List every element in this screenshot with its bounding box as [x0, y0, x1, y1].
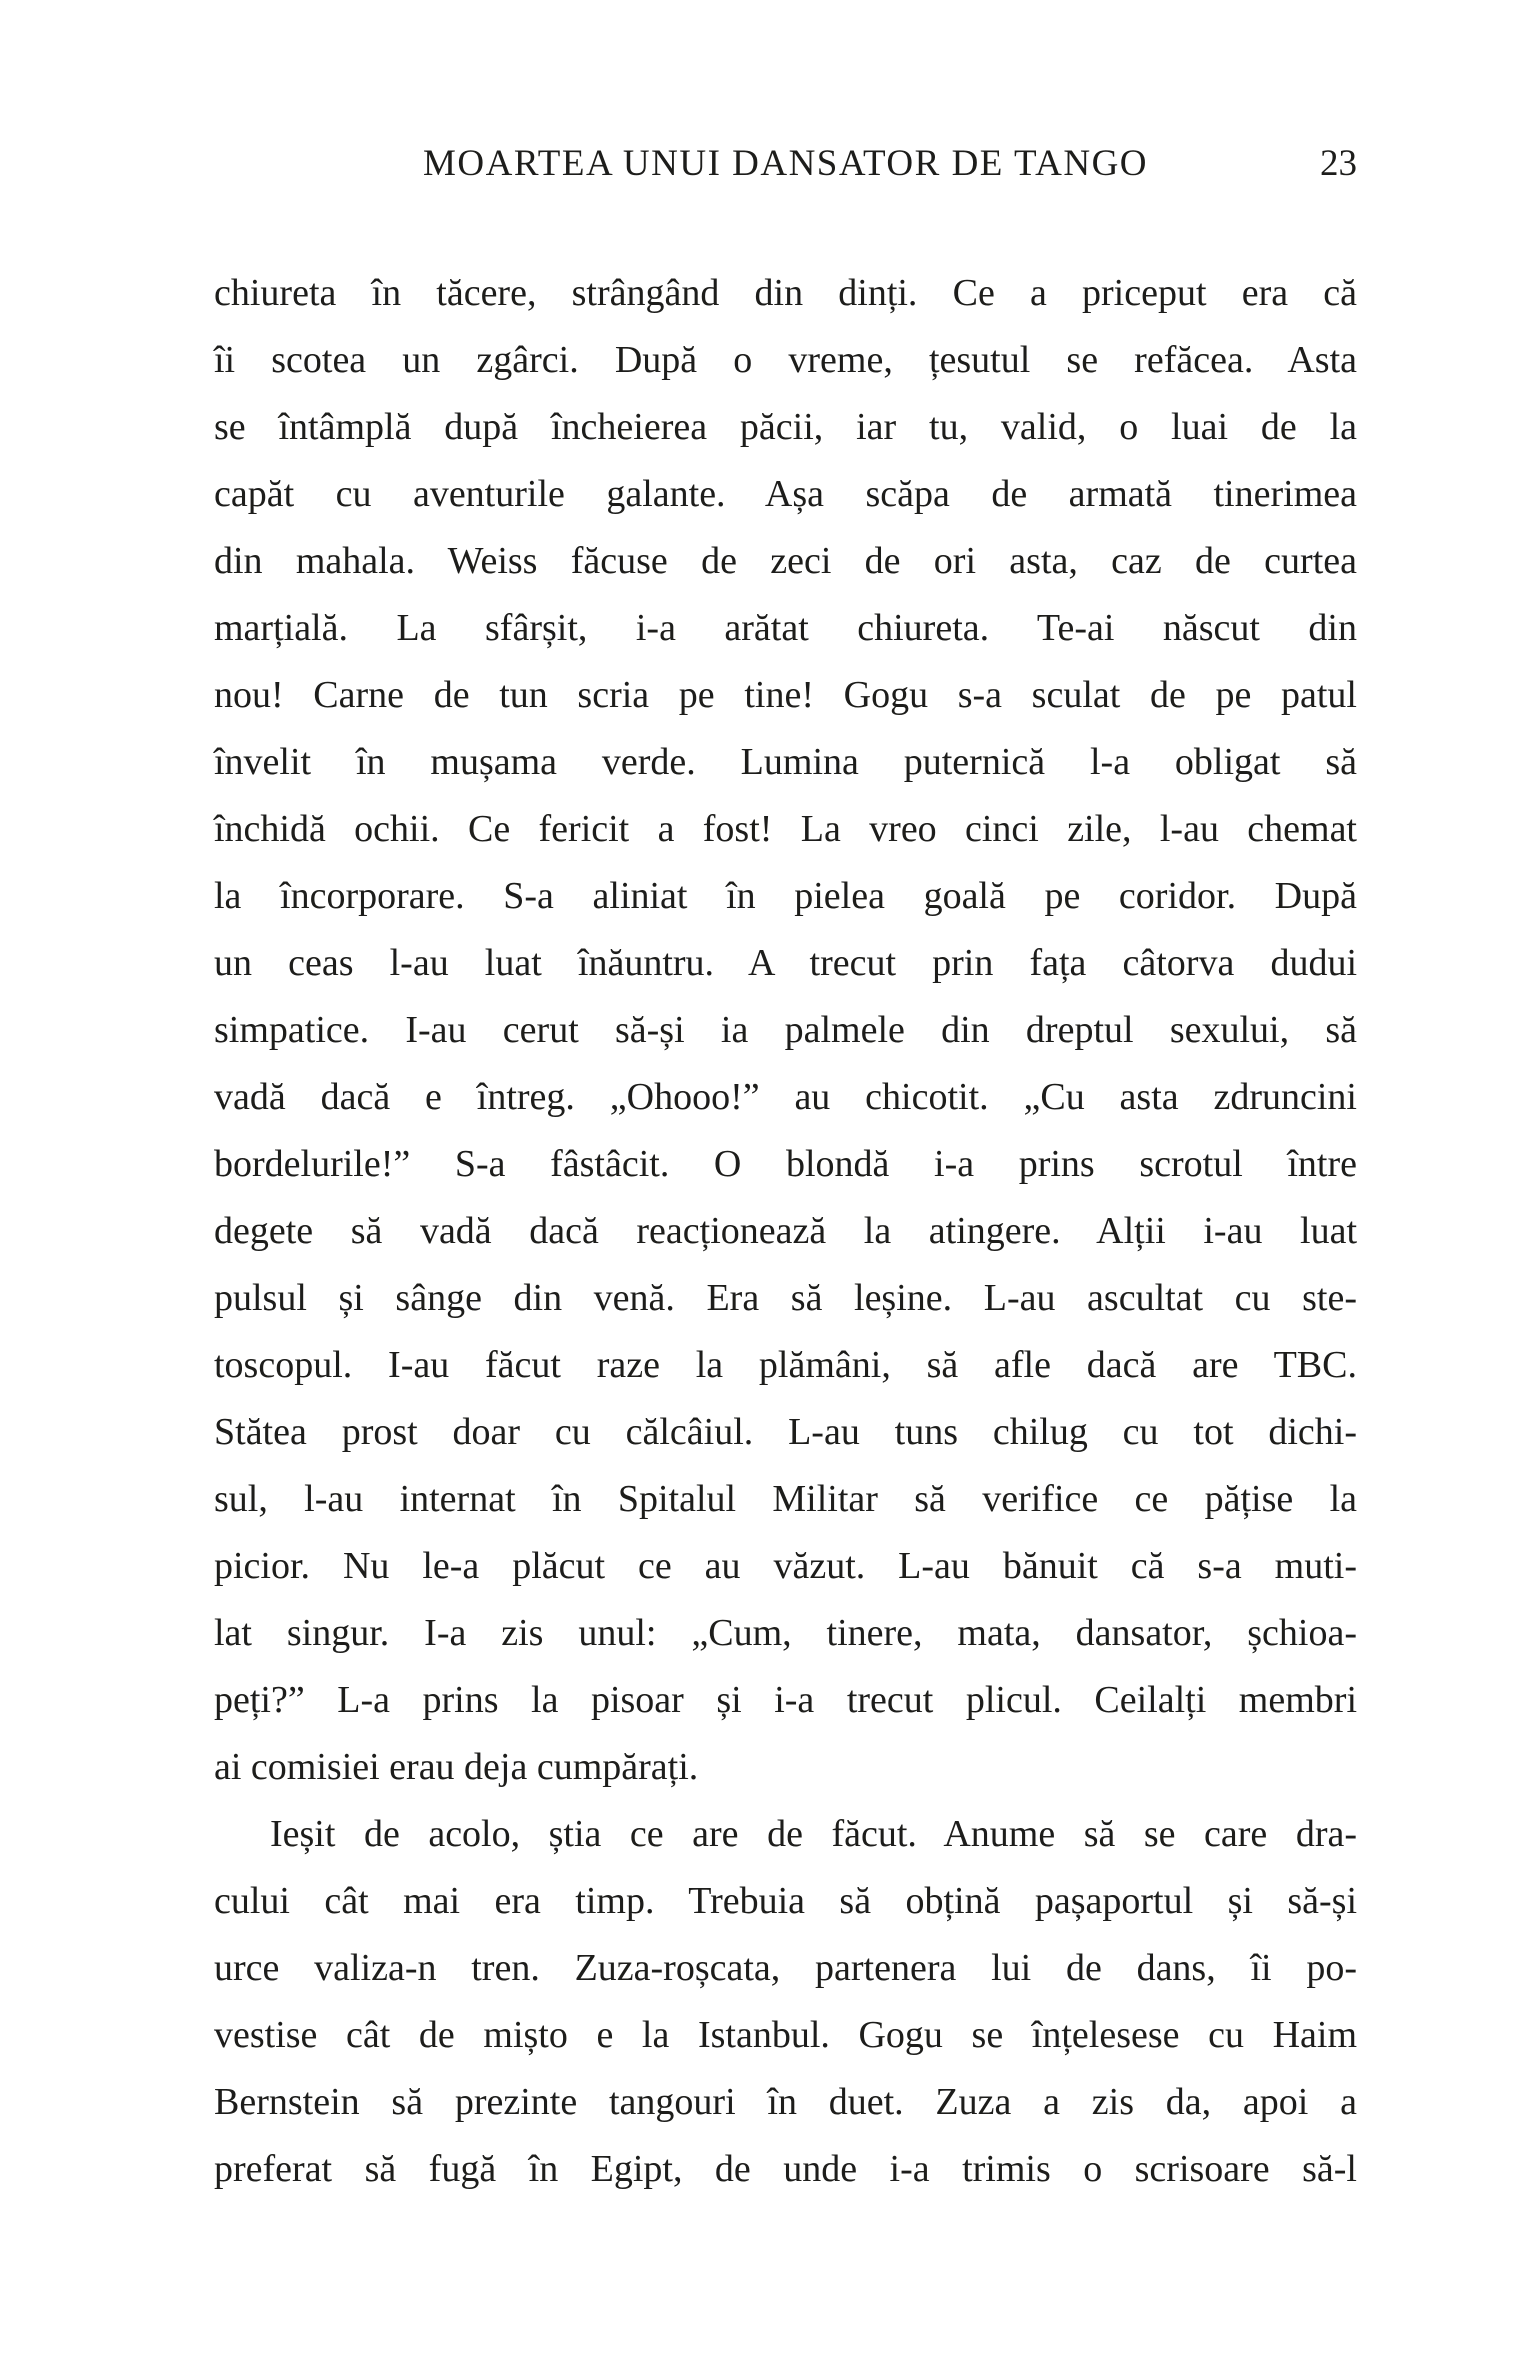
text-line: simpatice. I-au cerut să-și ia palmele din dreptul sexului, să	[214, 1009, 1357, 1051]
text-line: toscopul. I-au făcut raze la plămâni, să afle dacă are TBC.	[214, 1344, 1357, 1386]
text-line: preferat să fugă în Egipt, de unde i-a trimis o scrisoare să-l	[214, 2148, 1357, 2190]
text-line: peți?” L-a prins la pisoar și i-a trecut plicul. Ceilalți membri	[214, 1679, 1357, 1721]
paragraph	[214, 1801, 1357, 2203]
text-line: nou! Carne de tun scria pe tine! Gogu s-a sculat de pe patul	[214, 674, 1357, 716]
text-line: bordelurile!” S-a fâstâcit. O blondă i-a prins scrotul între	[214, 1143, 1357, 1185]
page-number: 23	[1320, 143, 1357, 184]
text-line: Stătea prost doar cu călcâiul. L-au tuns chilug cu tot dichi-	[214, 1411, 1357, 1453]
text-line: capăt cu aventurile galante. Așa scăpa de armată tinerimea	[214, 473, 1357, 515]
text-line: lat singur. I-a zis unul: „Cum, tinere, mata, dansator, șchioa-	[214, 1612, 1357, 1654]
text-line: cului cât mai era timp. Trebuia să obțină pașaportul și să-și	[214, 1880, 1357, 1922]
text-line: vestise cât de mișto e la Istanbul. Gogu se înțelesese cu Haim	[214, 2014, 1357, 2056]
text-line: urce valiza-n tren. Zuza-roșcata, partenera lui de dans, îi po-	[214, 1947, 1357, 1989]
text-line: închidă ochii. Ce fericit a fost! La vreo cinci zile, l-au chemat	[214, 808, 1357, 850]
text-line: Ieșit de acolo, știa ce are de făcut. Anume să se care dra-	[270, 1813, 1357, 1855]
text-line: învelit în mușama verde. Lumina puternică l-a obligat să	[214, 741, 1357, 783]
text-line: picior. Nu le-a plăcut ce au văzut. L-au bănuit că s-a muti-	[214, 1545, 1357, 1587]
text-line: chiureta în tăcere, strângând din dinți. Ce a priceput era că	[214, 272, 1357, 314]
text-line: vadă dacă e întreg. „Ohooo!” au chicotit. „Cu asta zdruncini	[214, 1076, 1357, 1118]
text-line: îi scotea un zgârci. După o vreme, țesutul se refăcea. Asta	[214, 339, 1357, 381]
text-line: sul, l-au internat în Spitalul Militar să verifice ce pățise la	[214, 1478, 1357, 1520]
text-line: pulsul și sânge din venă. Era să leșine. L-au ascultat cu ste-	[214, 1277, 1357, 1319]
text-line: degete să vadă dacă reacționează la atingere. Alții i-au luat	[214, 1210, 1357, 1252]
text-line: la încorporare. S-a aliniat în pielea goală pe coridor. După	[214, 875, 1357, 917]
text-line: ai comisiei erau deja cumpărați.	[214, 1746, 699, 1788]
text-line: se întâmplă după încheierea păcii, iar tu, valid, o luai de la	[214, 406, 1357, 448]
text-line: un ceas l-au luat înăuntru. A trecut prin fața câtorva dudui	[214, 942, 1357, 984]
text-line: Bernstein să prezinte tangouri în duet. Zuza a zis da, apoi a	[214, 2081, 1357, 2123]
page-header	[214, 140, 1357, 188]
text-line: din mahala. Weiss făcuse de zeci de ori asta, caz de curtea	[214, 540, 1357, 582]
running-head-title: MOARTEA UNUI DANSATOR DE TANGO	[422, 143, 1149, 184]
text-body	[214, 260, 1357, 2203]
text-line: marțială. La sfârșit, i-a arătat chiureta. Te-ai născut din	[214, 607, 1357, 649]
paragraph	[214, 260, 1357, 1801]
